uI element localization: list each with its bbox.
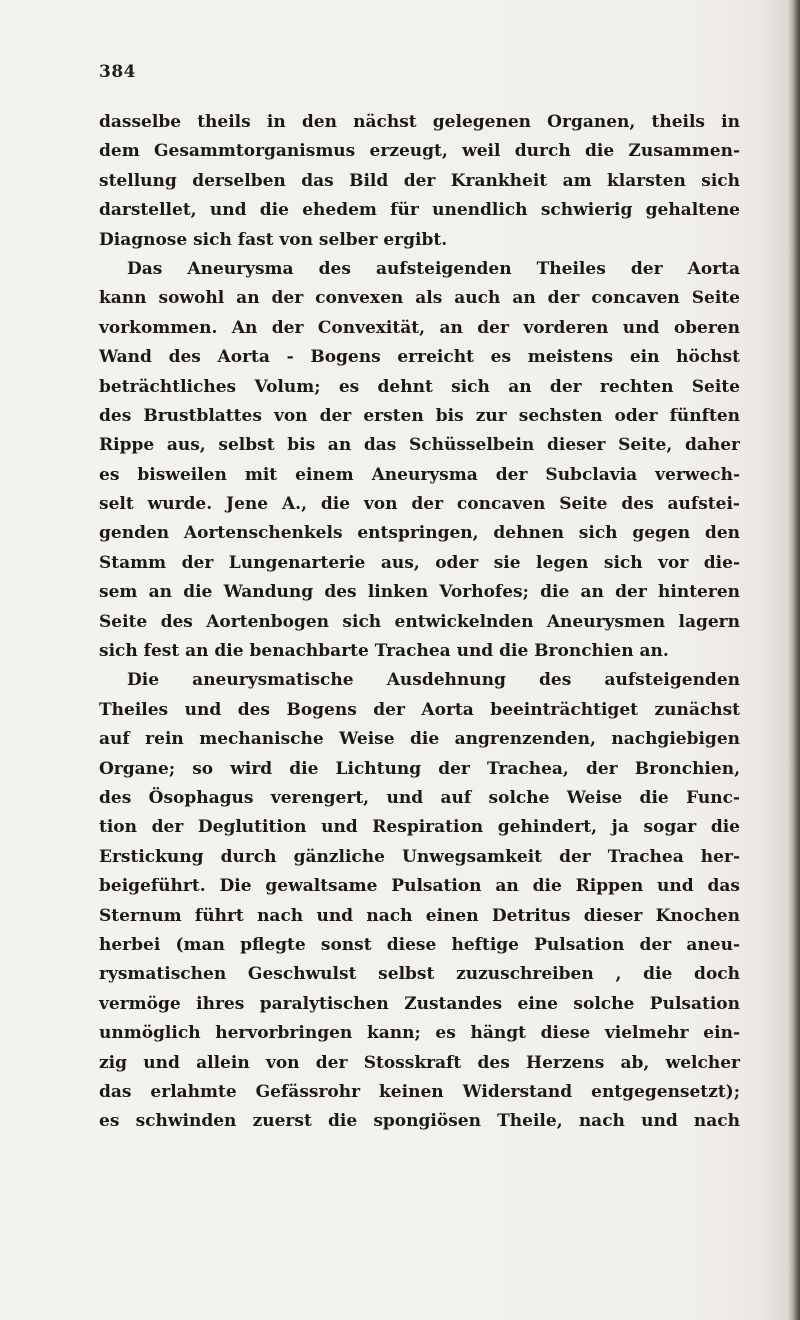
text-line: das erlahmte Gefässrohr keinen Widerstand entgegensetzt);: [99, 1081, 740, 1102]
text-line: selt wurde. Jene A., die von der concaven Seite des aufstei-: [99, 494, 740, 515]
text-line: darstellet, und die ehedem für unendlich schwierig gehaltene: [99, 200, 740, 221]
text-line: dem Gesammtorganismus erzeugt, weil durch die Zusammen-: [99, 141, 740, 162]
text-line: beigeführt. Die gewaltsame Pulsation an die Rippen und das: [99, 876, 740, 897]
text-line: vorkommen. An der Convexität, an der vorderen und oberen: [99, 317, 740, 338]
text-line: des Brustblattes von der ersten bis zur sechsten oder fünften: [99, 405, 740, 426]
text-line: Seite des Aortenbogen sich entwickelnden Aneurysmen lagern: [99, 611, 740, 632]
text-line: vermöge ihres paralytischen Zustandes eine solche Pulsation: [99, 993, 740, 1014]
text-line: zig und allein von der Stosskraft des Herzens ab, welcher: [99, 1052, 740, 1073]
text-line: auf rein mechanische Weise die angrenzenden, nachgiebigen: [99, 729, 740, 750]
page-number: 384: [99, 62, 136, 82]
page-edge-shadow: [788, 0, 800, 1320]
text-line: Organe; so wird die Lichtung der Trachea, der Bronchien,: [99, 758, 740, 779]
body-text: [99, 108, 740, 1137]
text-line: es schwinden zuerst die spongiösen Theile, nach und nach: [99, 1111, 740, 1132]
text-line: Diagnose sich fast von selber ergibt.: [99, 229, 448, 250]
text-line: Erstickung durch gänzliche Unwegsamkeit der Trachea her-: [99, 846, 740, 867]
text-line: Stamm der Lungenarterie aus, oder sie legen sich vor die-: [99, 552, 740, 573]
text-line: rysmatischen Geschwulst selbst zuzuschreiben , die doch: [99, 964, 740, 985]
text-line: tion der Deglutition und Respiration gehindert, ja sogar die: [99, 817, 740, 838]
text-line: es bisweilen mit einem Aneurysma der Subclavia verwech-: [99, 464, 740, 485]
text-line: unmöglich hervorbringen kann; es hängt diese vielmehr ein-: [99, 1023, 740, 1044]
text-line: Das Aneurysma des aufsteigenden Theiles der Aorta: [127, 258, 740, 279]
text-line: Die aneurysmatische Ausdehnung des aufsteigenden: [127, 670, 740, 691]
text-line: des Ösophagus verengert, und auf solche Weise die Func-: [99, 787, 740, 808]
text-line: Rippe aus, selbst bis an das Schüsselbein dieser Seite, daher: [99, 435, 740, 456]
text-line: dasselbe theils in den nächst gelegenen Organen, theils in: [99, 112, 740, 132]
text-line: sem an die Wandung des linken Vorhofes; die an der hinteren: [99, 582, 740, 603]
text-line: sich fest an die benachbarte Trachea und die Bronchien an.: [99, 641, 669, 662]
text-line: stellung derselben das Bild der Krankheit am klarsten sich: [99, 170, 740, 191]
text-line: Wand des Aorta - Bogens erreicht es meistens ein höchst: [99, 347, 740, 368]
text-line: Theiles und des Bogens der Aorta beeinträchtiget zunächst: [99, 699, 740, 720]
text-line: kann sowohl an der convexen als auch an der concaven Seite: [99, 288, 740, 309]
text-line: genden Aortenschenkels entspringen, dehnen sich gegen den: [99, 523, 740, 544]
text-line: beträchtliches Volum; es dehnt sich an der rechten Seite: [99, 376, 740, 397]
text-line: Sternum führt nach und nach einen Detritus dieser Knochen: [99, 905, 740, 926]
text-line: herbei (man pflegte sonst diese heftige Pulsation der aneu-: [99, 934, 740, 955]
